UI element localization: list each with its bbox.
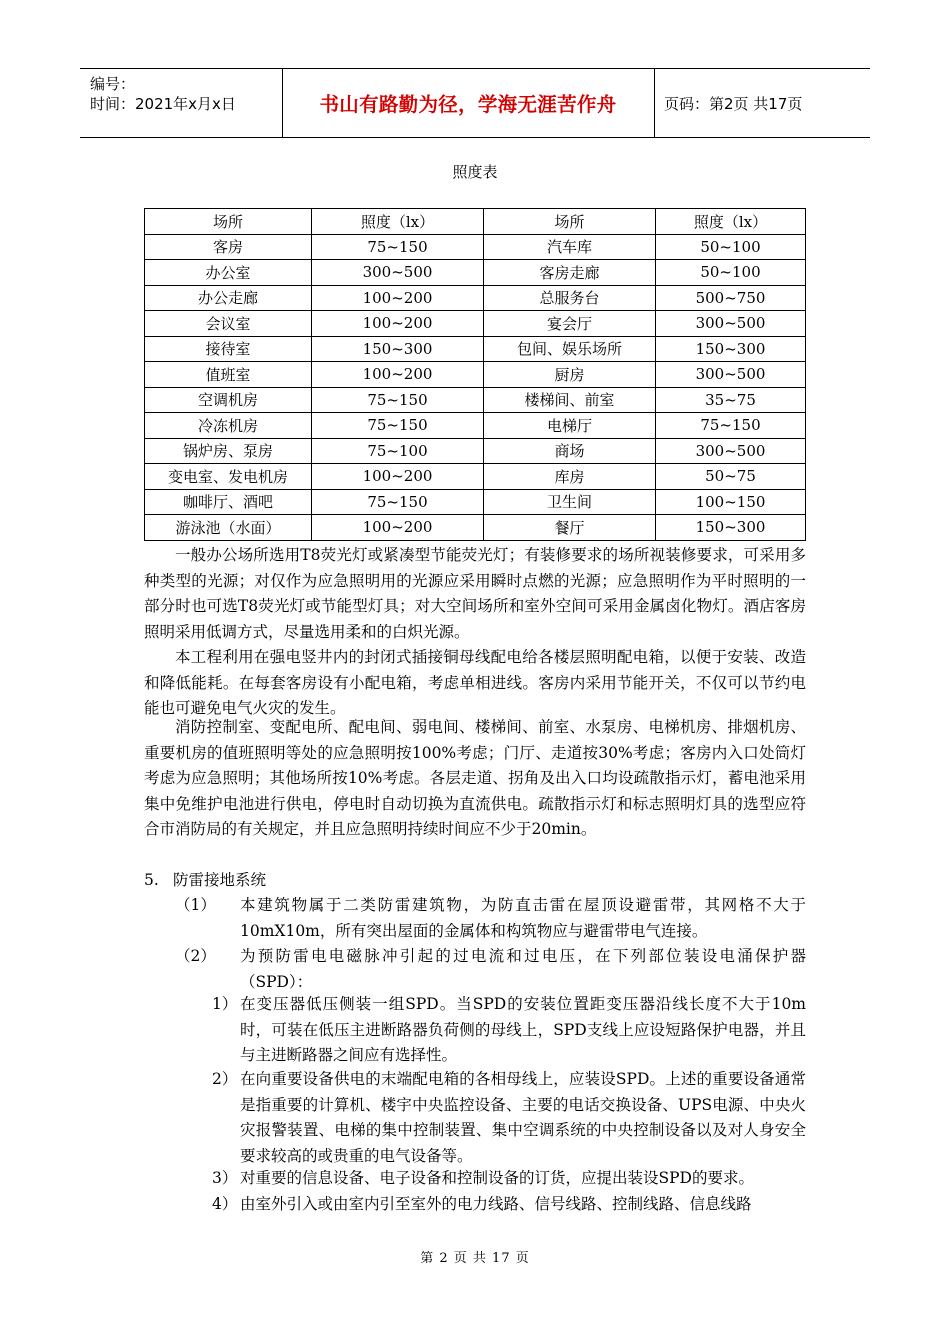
subitem-text: 在变压器低压侧装一组SPD。当SPD的安装位置距变压器沿线长度不大于10m时，可装在低压主进断路器负荷侧的母线上，SPD支线上应设短路保护电器，并且与主进断路器之间应有选择性。 <box>240 995 806 1065</box>
cell-illuminance: 75~100 <box>312 438 484 464</box>
section-number: 5. <box>144 871 159 889</box>
paragraph-light-sources: 一般办公场所选用T8荧光灯或紧凑型节能荧光灯；有装修要求的场所视装修要求，可采用多种类型的光源；对仅作为应急照明用的光源应采用瞬时点燃的光源；应急照明作为平时照明的一部分时也可选T8荧光灯或节能型灯具；对大空间场所和室外空间可采用金属卤化物灯。酒店客房照明采用低调方式，尽量选用柔和的白炽光源。 <box>144 546 806 641</box>
table-row <box>145 285 806 311</box>
column-header: 照度（lx） <box>656 209 806 235</box>
table-title: 照度表 <box>452 163 498 181</box>
cell-place: 办公走廊 <box>145 285 312 311</box>
subitem-number: 2） <box>212 1070 238 1088</box>
cell-illuminance: 100~200 <box>312 311 484 337</box>
subitem-text: 由室外引入或由室内引至室外的电力线路、信号线路、控制线路、信息线路 <box>240 1195 752 1213</box>
page-footer: 第 2 页 共 17 页 <box>420 1251 530 1266</box>
table-row <box>145 515 806 541</box>
table-row <box>145 464 806 490</box>
page-header <box>80 68 870 138</box>
table-row <box>145 413 806 439</box>
cell-illuminance: 300~500 <box>656 438 806 464</box>
header-motto: 书山有路勤为径，学海无涯苦作舟 <box>282 69 655 137</box>
cell-place: 会议室 <box>145 311 312 337</box>
header-meta <box>80 69 283 137</box>
cell-place: 商场 <box>484 438 656 464</box>
cell-illuminance: 100~200 <box>312 515 484 541</box>
cell-illuminance: 50~100 <box>656 234 806 260</box>
cell-place: 电梯厅 <box>484 413 656 439</box>
cell-illuminance: 35~75 <box>656 387 806 413</box>
subitem-number: 3） <box>212 1169 238 1187</box>
column-header: 场所 <box>484 209 656 235</box>
cell-place: 宴会厅 <box>484 311 656 337</box>
cell-place: 值班室 <box>145 362 312 388</box>
subitem-text: 对重要的信息设备、电子设备和控制设备的订货，应提出装设SPD的要求。 <box>240 1169 754 1187</box>
cell-place: 咖啡厅、酒吧 <box>145 489 312 515</box>
cell-place: 客房 <box>145 234 312 260</box>
cell-illuminance: 150~300 <box>656 515 806 541</box>
table-row <box>145 336 806 362</box>
cell-place: 接待室 <box>145 336 312 362</box>
cell-place: 办公室 <box>145 260 312 286</box>
section-title: 防雷接地系统 <box>173 871 267 889</box>
table-body <box>145 234 806 540</box>
cell-place: 厨房 <box>484 362 656 388</box>
item-text: 为预防雷电电磁脉冲引起的过电流和过电压，在下列部位装设电涌保护器（SPD）： <box>240 947 806 991</box>
cell-illuminance: 50~100 <box>656 260 806 286</box>
table-header-row <box>145 209 806 235</box>
subitem-number: 4） <box>212 1195 238 1213</box>
cell-place: 卫生间 <box>484 489 656 515</box>
cell-illuminance: 150~300 <box>312 336 484 362</box>
cell-illuminance: 500~750 <box>656 285 806 311</box>
cell-illuminance: 300~500 <box>656 311 806 337</box>
item-number: （1） <box>175 896 216 914</box>
cell-place: 锅炉房、泵房 <box>145 438 312 464</box>
cell-illuminance: 75~150 <box>656 413 806 439</box>
table-row <box>145 260 806 286</box>
cell-place: 游泳池（水面） <box>145 515 312 541</box>
table-row <box>145 438 806 464</box>
cell-illuminance: 75~150 <box>312 387 484 413</box>
table-row <box>145 311 806 337</box>
cell-place: 包间、娱乐场所 <box>484 336 656 362</box>
subitem-text: 在向重要设备供电的末端配电箱的各相母线上，应装设SPD。上述的重要设备通常是指重要的计算机、楼宇中央监控设备、主要的电话交换设备、UPS电源、中央火灾报警装置、电梯的集中控制装置、集中空调系统的中央控制设备以及对人身安全要求较高的或贵重的电气设备等。 <box>240 1070 806 1165</box>
cell-illuminance: 300~500 <box>312 260 484 286</box>
cell-illuminance: 50~75 <box>656 464 806 490</box>
date-label: 时间：2021年x月x日 <box>90 95 236 113</box>
cell-place: 冷冻机房 <box>145 413 312 439</box>
cell-illuminance: 100~200 <box>312 362 484 388</box>
cell-place: 客房走廊 <box>484 260 656 286</box>
subitem-number: 1） <box>212 995 238 1013</box>
cell-place: 餐厅 <box>484 515 656 541</box>
item-text: 本建筑物属于二类防雷建筑物，为防直击雷在屋顶设避雷带，其网格不大于10mX10m，所有突出屋面的金属体和构筑物应与避雷带电气连接。 <box>240 896 806 940</box>
header-page-label: 页码：第2页 共17页 <box>664 95 803 113</box>
table-row <box>145 362 806 388</box>
cell-place: 总服务台 <box>484 285 656 311</box>
table-row <box>145 234 806 260</box>
column-header: 照度（lx） <box>312 209 484 235</box>
table-row <box>145 489 806 515</box>
cell-illuminance: 75~150 <box>312 413 484 439</box>
cell-illuminance: 300~500 <box>656 362 806 388</box>
cell-illuminance: 100~200 <box>312 285 484 311</box>
cell-place: 汽车库 <box>484 234 656 260</box>
code-label: 编号： <box>90 75 136 93</box>
table-row <box>145 387 806 413</box>
cell-place: 变电室、发电机房 <box>145 464 312 490</box>
cell-place: 楼梯间、前室 <box>484 387 656 413</box>
paragraph-distribution: 本工程利用在强电竖井内的封闭式插接铜母线配电给各楼层照明配电箱，以便于安装、改造和降低能耗。在每套客房设有小配电箱，考虑单相进线。客房内采用节能开关，不仅可以节约电能也可避免电气火灾的发生。 <box>144 648 806 718</box>
item-number: （2） <box>175 947 216 965</box>
cell-illuminance: 100~200 <box>312 464 484 490</box>
cell-illuminance: 75~150 <box>312 234 484 260</box>
column-header: 场所 <box>145 209 312 235</box>
illuminance-table <box>144 208 806 541</box>
cell-place: 库房 <box>484 464 656 490</box>
cell-illuminance: 100~150 <box>656 489 806 515</box>
paragraph-emergency-lighting: 消防控制室、变配电所、配电间、弱电间、楼梯间、前室、水泵房、电梯机房、排烟机房、重要机房的值班照明等处的应急照明按100%考虑；门厅、走道按30%考虑；客房内入口处筒灯考虑为应急照明；其他场所按10%考虑。各层走道、拐角及出入口均设疏散指示灯，蓄电池采用集中免维护电池进行供电，停电时自动切换为直流供电。疏散指示灯和标志照明灯具的选型应符合市消防局的有关规定，并且应急照明持续时间应不少于20min。 <box>144 718 806 839</box>
cell-illuminance: 150~300 <box>656 336 806 362</box>
cell-place: 空调机房 <box>145 387 312 413</box>
cell-illuminance: 75~150 <box>312 489 484 515</box>
